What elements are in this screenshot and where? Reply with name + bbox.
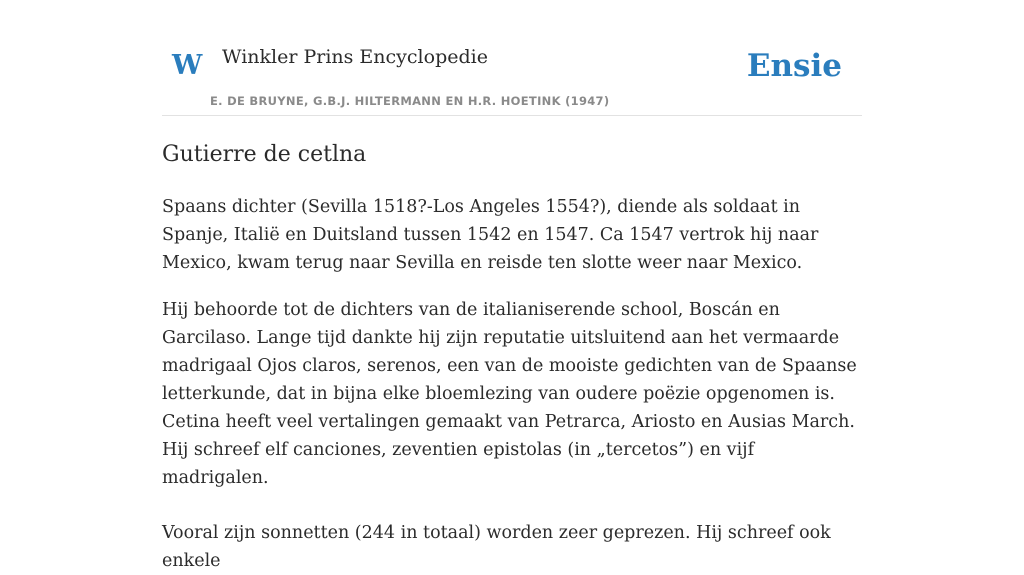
article-paragraph-2: Hij behoorde tot de dichters van de italianiserende school, Boscán en Garcilaso. Lange tijd dankte hij zijn reputatie uitsluitend aan het vermaarde madrigaal Ojos claros, serenos, een van de mooiste gedichten van de Spaanse letterkunde, dat in bijna elke bloemlezing van oudere poëzie opgenomen is. Cetina heeft veel vertalingen gemaakt van Petrarca, Ariosto en Ausias March. Hij schreef elf canciones, zeventien epistolas (in „tercetos”) en vijf madrigalen. (162, 300, 857, 489)
page (162, 0, 862, 575)
site-logo[interactable]: W (172, 50, 203, 81)
article-paragraph-3: Vooral zijn sonnetten (244 in totaal) worden zeer geprezen. Hij schreef ook enkele (162, 523, 831, 572)
encyclopedia-title[interactable]: Winkler Prins Encyclopedie (222, 46, 488, 68)
article (162, 142, 862, 575)
authors-line: E. DE BRUYNE, G.B.J. HILTERMANN EN H.R. HOETINK (1947) (210, 94, 610, 108)
site-header (162, 0, 862, 116)
ensie-brand-link[interactable]: Ensie (746, 48, 842, 84)
article-title: Gutierre de cetlna (162, 142, 367, 167)
article-paragraph-1: Spaans dichter (Sevilla 1518?-Los Angeles 1554?), diende als soldaat in Spanje, Italië en Duitsland tussen 1542 en 1547. Ca 1547 vertrok hij naar Mexico, kwam terug naar Sevilla en reisde ten slotte weer naar Mexico. (162, 197, 819, 274)
